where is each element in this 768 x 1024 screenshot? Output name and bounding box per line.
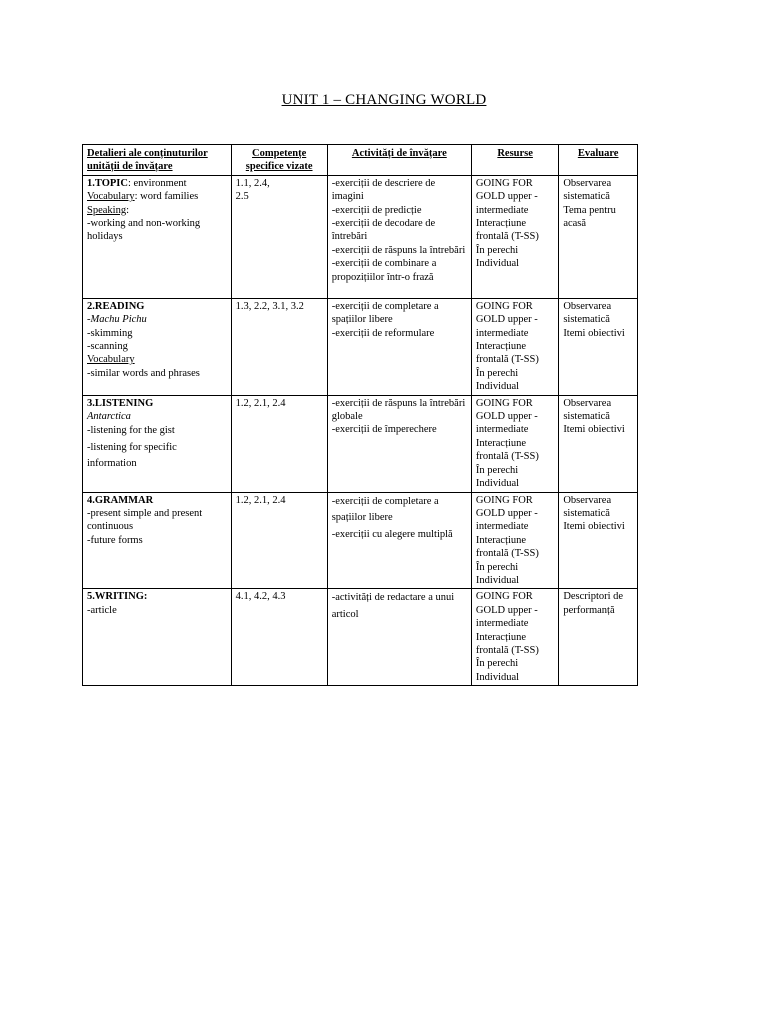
- activity-item: -exerciții de răspuns la întrebări globale: [331, 397, 466, 423]
- activities-cell: [327, 175, 471, 298]
- header-resources: Resurse: [471, 145, 558, 176]
- section-title: 2.READING: [87, 300, 145, 312]
- activity-item: -exerciții de completare a spațiilor libere: [331, 495, 439, 523]
- resource-item: Interacțiune frontală (T-SS): [475, 534, 539, 560]
- page-title: UNIT 1 – CHANGING WORLD: [281, 92, 487, 108]
- detail-line: -listening for the gist: [87, 425, 175, 437]
- resource-item: Interacțiune frontală (T-SS): [475, 341, 539, 366]
- resource-item: GOING FOR GOLD upper - intermediate: [475, 177, 538, 216]
- resource-item: GOING FOR GOLD upper - intermediate: [475, 591, 538, 630]
- table-row: [83, 298, 638, 395]
- resource-item: Individual: [475, 574, 520, 586]
- competences-cell: 1.1, 2.4, 2.5: [231, 175, 327, 298]
- resource-item: În perechi: [475, 658, 519, 670]
- table-row: [83, 175, 638, 298]
- activity-item: -exerciții de descriere de imagini: [331, 177, 436, 203]
- activity-item: -activități de redactare a unui articol: [331, 592, 455, 620]
- resource-item: În perechi: [475, 464, 519, 476]
- details-cell: [83, 298, 232, 395]
- header-activities: Activități de învățare: [327, 145, 471, 176]
- evaluation-item: Itemi obiectivi: [563, 521, 625, 533]
- resource-item: Interacțiune frontală (T-SS): [475, 437, 539, 463]
- header-details: Detalieri ale conținuturilor unității de învățare: [83, 145, 232, 176]
- competences-cell: 1.2, 2.1, 2.4: [231, 492, 327, 589]
- speaking-label: Speaking: [87, 204, 127, 216]
- resource-item: GOING FOR GOLD upper - intermediate: [475, 397, 538, 436]
- detail-line: -present simple and present continuous: [87, 507, 203, 533]
- resources-cell: [471, 492, 558, 589]
- text-title: -Machu Pichu: [87, 314, 147, 326]
- section-title: 5.WRITING:: [87, 591, 148, 603]
- resource-item: Individual: [475, 258, 520, 270]
- evaluation-item: Observarea sistematică: [563, 494, 612, 519]
- activity-item: -exerciții de împerechere: [331, 424, 437, 436]
- resource-item: Interacțiune frontală (T-SS): [475, 218, 539, 243]
- competences-cell: 4.1, 4.2, 4.3: [231, 589, 327, 686]
- resources-cell: [471, 589, 558, 686]
- vocabulary-label: Vocabulary: [87, 191, 135, 203]
- resources-cell: [471, 175, 558, 298]
- evaluation-item: Observarea sistematică: [563, 397, 612, 423]
- topic-text: : environment: [127, 177, 187, 189]
- section-title: 4.GRAMMAR: [87, 494, 154, 506]
- resources-cell: [471, 298, 558, 395]
- detail-line: -skimming: [87, 327, 133, 339]
- resource-item: Individual: [475, 381, 520, 393]
- evaluation-item: Itemi obiectivi: [563, 424, 625, 436]
- evaluation-cell: [559, 298, 638, 395]
- activities-cell: [327, 298, 471, 395]
- evaluation-cell: [559, 395, 638, 492]
- detail-line: -article: [87, 604, 117, 616]
- resource-item: GOING FOR GOLD upper - intermediate: [475, 494, 538, 533]
- table-row: [83, 492, 638, 589]
- detail-line: -scanning: [87, 341, 128, 353]
- header-evaluation: Evaluare: [559, 145, 638, 176]
- table-row: [83, 395, 638, 492]
- detail-line: -listening for specific information: [87, 441, 177, 470]
- header-competences: Competențe specifice vizate: [231, 145, 327, 176]
- details-cell: [83, 395, 232, 492]
- activities-cell: [327, 589, 471, 686]
- competences-cell: 1.3, 2.2, 3.1, 3.2: [231, 298, 327, 395]
- activity-item: -exerciții de combinare a propozițiilor într-o frază: [331, 258, 437, 283]
- vocabulary-text: : word families: [134, 191, 199, 203]
- resource-item: În perechi: [475, 367, 519, 379]
- activity-item: -exerciții de predicție: [331, 204, 422, 216]
- text-title: Antarctica: [87, 411, 131, 423]
- resource-item: Interacțiune frontală (T-SS): [475, 631, 539, 656]
- evaluation-item: Tema pentru acasă: [563, 204, 616, 230]
- evaluation-item: Observarea sistematică: [563, 177, 612, 203]
- activities-cell: [327, 492, 471, 589]
- unit-plan-table: [82, 144, 638, 686]
- details-cell: [83, 175, 232, 298]
- evaluation-item: Descriptori de performanță: [563, 591, 624, 616]
- speaking-line: [87, 204, 227, 217]
- topic-line: [87, 177, 227, 190]
- activity-item: -exerciții de decodare de întrebări: [331, 218, 436, 243]
- detail-line: -future forms: [87, 534, 143, 546]
- resource-item: În perechi: [475, 244, 519, 256]
- activities-cell: [327, 395, 471, 492]
- vocabulary-label: Vocabulary: [87, 354, 135, 366]
- evaluation-item: Observarea sistematică: [563, 300, 612, 326]
- evaluation-cell: [559, 589, 638, 686]
- resources-cell: [471, 395, 558, 492]
- activity-item: -exerciții cu alegere multiplă: [331, 528, 453, 540]
- details-cell: [83, 589, 232, 686]
- section-title: 1.TOPIC: [87, 177, 128, 189]
- vocabulary-line: [87, 190, 227, 203]
- activity-item: -exerciții de răspuns la întrebări: [331, 244, 466, 256]
- activity-item: -exerciții de completare a spațiilor libere: [331, 300, 439, 326]
- resource-item: Individual: [475, 671, 520, 683]
- activity-item: -exerciții de reformulare: [331, 327, 435, 339]
- resource-item: GOING FOR GOLD upper - intermediate: [475, 300, 538, 339]
- resource-item: Individual: [475, 478, 520, 490]
- details-cell: [83, 492, 232, 589]
- evaluation-cell: [559, 175, 638, 298]
- evaluation-cell: [559, 492, 638, 589]
- speaking-text: :: [126, 204, 129, 216]
- evaluation-item: Itemi obiectivi: [563, 327, 625, 339]
- competences-cell: 1.2, 2.1, 2.4: [231, 395, 327, 492]
- resource-item: În perechi: [475, 561, 519, 573]
- detail-line: -similar words and phrases: [87, 367, 200, 379]
- table-header-row: [83, 145, 638, 176]
- detail-line: -working and non-working holidays: [87, 218, 201, 243]
- section-title: 3.LISTENING: [87, 397, 154, 409]
- table-row: [83, 589, 638, 686]
